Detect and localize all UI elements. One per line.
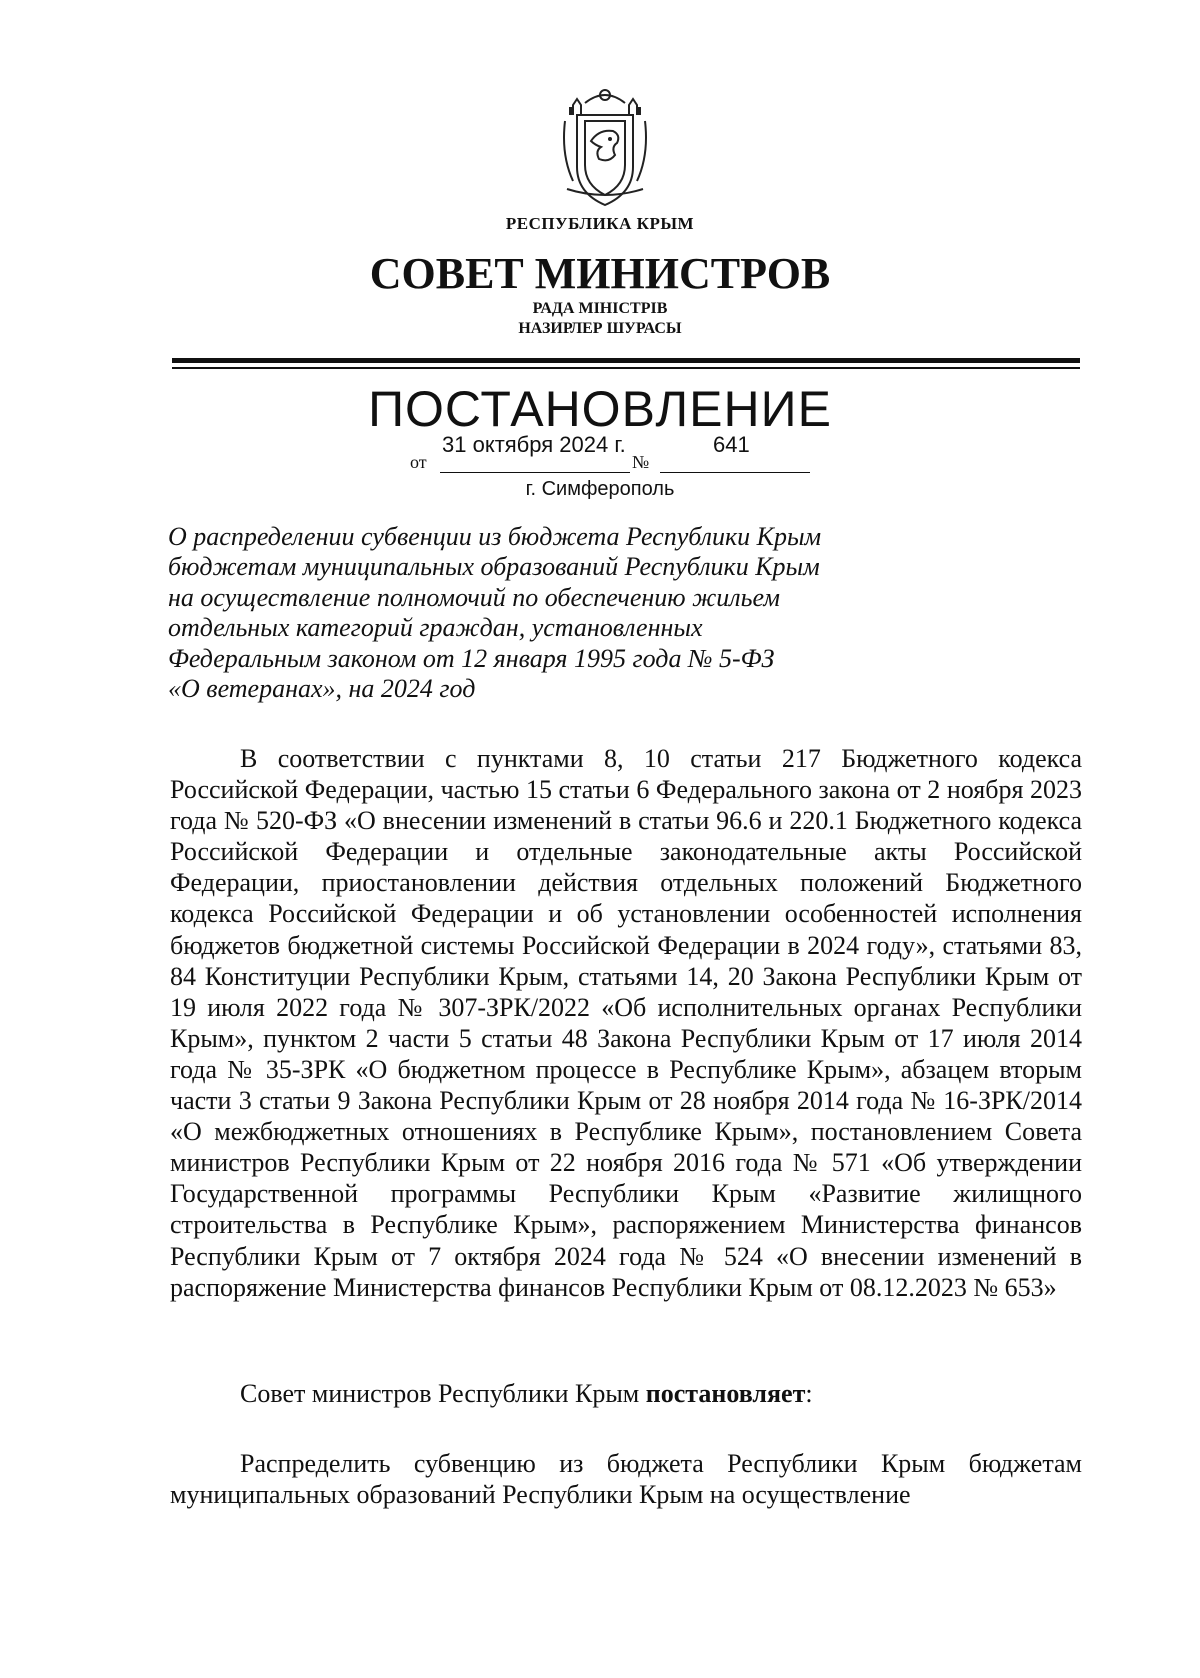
city-name: г. Симферополь [525, 478, 675, 500]
decree-subject [168, 522, 928, 704]
resolution-suffix: : [805, 1379, 813, 1408]
subject-line: Федеральным законом от 12 января 1995 года № 5-ФЗ [168, 643, 775, 673]
date-underline [440, 472, 630, 473]
subject-line: отдельных категорий граждан, установленных [168, 613, 703, 643]
subject-line: на осуществление полномочий по обеспечению жильем [168, 582, 780, 612]
date-label: от [410, 452, 427, 472]
resolution-prefix: Совет министров Республики Крым [240, 1379, 646, 1408]
resolution-text [170, 1378, 1082, 1409]
decree-date: 31 октября 2024 г. [442, 432, 626, 457]
distribution-text: Распределить субвенцию из бюджета Республики Крым бюджетам муниципальных образований Республики Крым на осуществление [170, 1449, 1082, 1510]
resolution-keyword: постановляет [645, 1379, 806, 1408]
subject-line: «О ветеранах», на 2024 год [168, 674, 476, 704]
distribution-paragraph [170, 1448, 1082, 1510]
document-type-title: ПОСТАНОВЛЕНИЕ [368, 381, 832, 437]
header-divider-thick [172, 358, 1080, 363]
subject-line: бюджетам муниципальных образований Республики Крым [168, 552, 820, 582]
council-name-ukrainian: РАДА МІНІСТРІВ [532, 300, 668, 317]
preamble-text: В соответствии с пунктами 8, 10 статьи 217 Бюджетного кодекса Российской Федерации, частью 15 статьи 6 Федерального закона от 2 ноября 2023 года № 520-ФЗ «О внесении изменений в статьи 96.6 и 220.1 Бюджетного кодекса Российской Федерации и отдельные законодательные акты Российской Федерации, приостановлении действия отдельных положений Бюджетного кодекса Российской Федерации и об установлении особенностей исполнения бюджетов бюджетной системы Российской Федерации в 2024 году», статьями 83, 84 Конституции Республики Крым, статьями 14, 20 Закона Республики Крым от 19 июля 2022 года № 307-ЗРК/2022 «Об исполнительных органах Республики Крым», пунктом 2 части 5 статьи 48 Закона Республики Крым от 17 июля 2014 года № 35-ЗРК «О бюджетном процессе в Республике Крым», абзацем вторым части 3 статьи 9 Закона Республики Крым от 28 ноября 2014 года № 16-ЗРК/2014 «О межбюджетных отношениях в Республике Крым», постановлением Совета министров Республики Крым от 22 ноября 2016 года № 571 «Об утверждении Государственной программы Республики Крым «Развитие жилищного строительства в Республике Крым», распоряжением Министерства финансов Республики Крым от 7 октября 2024 года № 524 «О внесении изменений в распоряжение Министерства финансов Республики Крым от 08.12.2023 № 653» [170, 744, 1082, 1302]
council-name-crimean-tatar: НАЗИРЛЕР ШУРАСЫ [518, 320, 682, 337]
council-name: СОВЕТ МИНИСТРОВ [369, 249, 831, 298]
crimea-coat-of-arms-icon [555, 85, 655, 210]
number-underline [660, 472, 810, 473]
preamble-paragraph [170, 743, 1082, 1303]
decree-number: 641 [713, 432, 750, 457]
header-divider-thin [172, 367, 1080, 369]
subject-line: О распределении субвенции из бюджета Республики Крым [168, 522, 822, 551]
number-label: № [632, 452, 650, 472]
resolution-paragraph [170, 1378, 1082, 1409]
republic-name: РЕСПУБЛИКА КРЫМ [505, 214, 695, 233]
